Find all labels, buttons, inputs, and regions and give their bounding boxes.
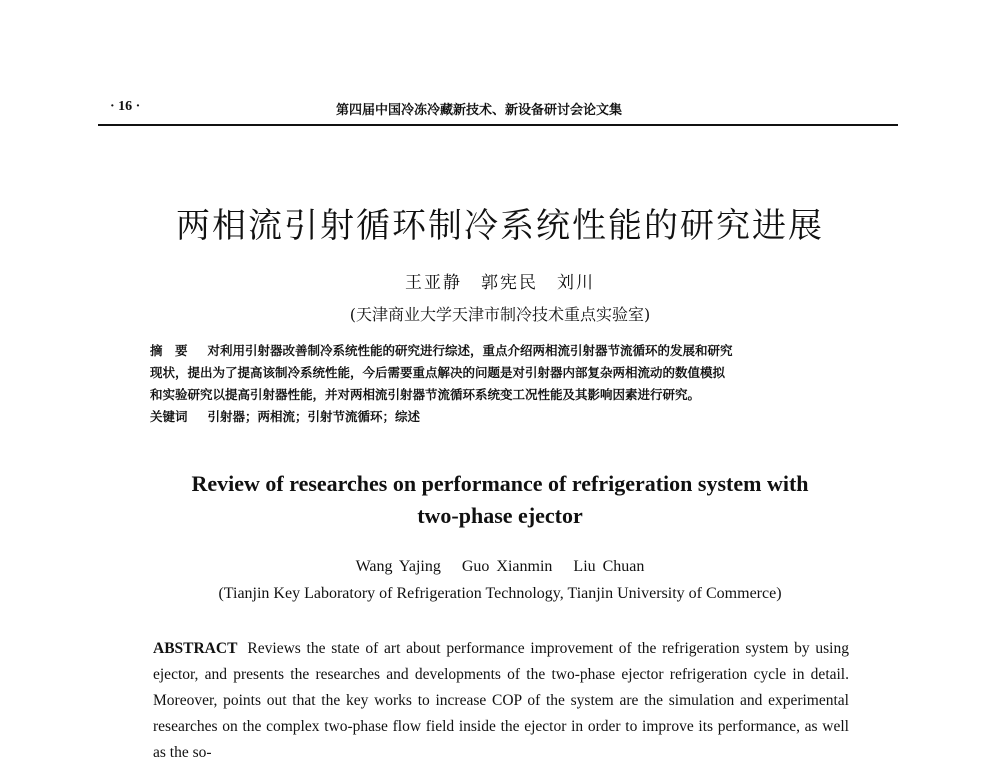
authors-en: Wang Yajing Guo Xianmin Liu Chuan [355, 558, 645, 575]
paper-title-cn: 两相流引射循环制冷系统性能的研究进展 [176, 206, 824, 246]
keywords-cn-label: 关键词 [150, 409, 188, 424]
proceedings-title: 第四届中国冷冻冷藏新技术、新设备研讨会论文集 [336, 103, 623, 118]
abstract-cn-label: 摘 要 [150, 343, 188, 358]
keywords-cn [150, 406, 850, 428]
affiliation-en: (Tianjin Key Laboratory of Refrigeration Technology, Tianjin University of Commerce) [218, 585, 782, 602]
affiliation-cn: (天津商业大学天津市制冷技术重点实验室) [349, 305, 651, 324]
abstract-en-label: ABSTRACT [153, 640, 238, 657]
abstract-cn-line-2: 现状，提出为了提高该制冷系统性能，今后需要重点解决的问题是对引射器内部复杂两相流动的数值模拟 [150, 365, 726, 380]
abstract-cn-text-1: 对利用引射器改善制冷系统性能的研究进行综述，重点介绍两相流引射器节流循环的发展和研究 [207, 343, 733, 358]
authors-cn: 王亚静 郭宪民 刘川 [405, 273, 595, 293]
abstract-en-text: Reviews the state of art about performance improvement of the refrigeration system by using ejector, and presents the researches and developments of the two-phase ejector refrigeration cycle in detail. Moreover, points out that the key works to increase COP of the system are the simulation and experimental researches on the complex two-phase flow field inside the ejector in order to improve its performance, as well as the so- [153, 640, 849, 761]
paper-title-en: Review of researches on performance of refrigeration system with two-phase ejector [191, 471, 809, 528]
abstract-cn-line-1 [150, 340, 850, 362]
page-number: · 16 · [110, 99, 141, 114]
keywords-cn-text: 引射器；两相流；引射节流循环；综述 [207, 409, 421, 424]
abstract-cn-line-3: 和实验研究以提高引射器性能，并对两相流引射器节流循环系统变工况性能及其影响因素进行研究。 [150, 387, 701, 402]
abstract-cn [150, 340, 850, 428]
abstract-en [153, 636, 849, 766]
header-rule [98, 124, 898, 126]
